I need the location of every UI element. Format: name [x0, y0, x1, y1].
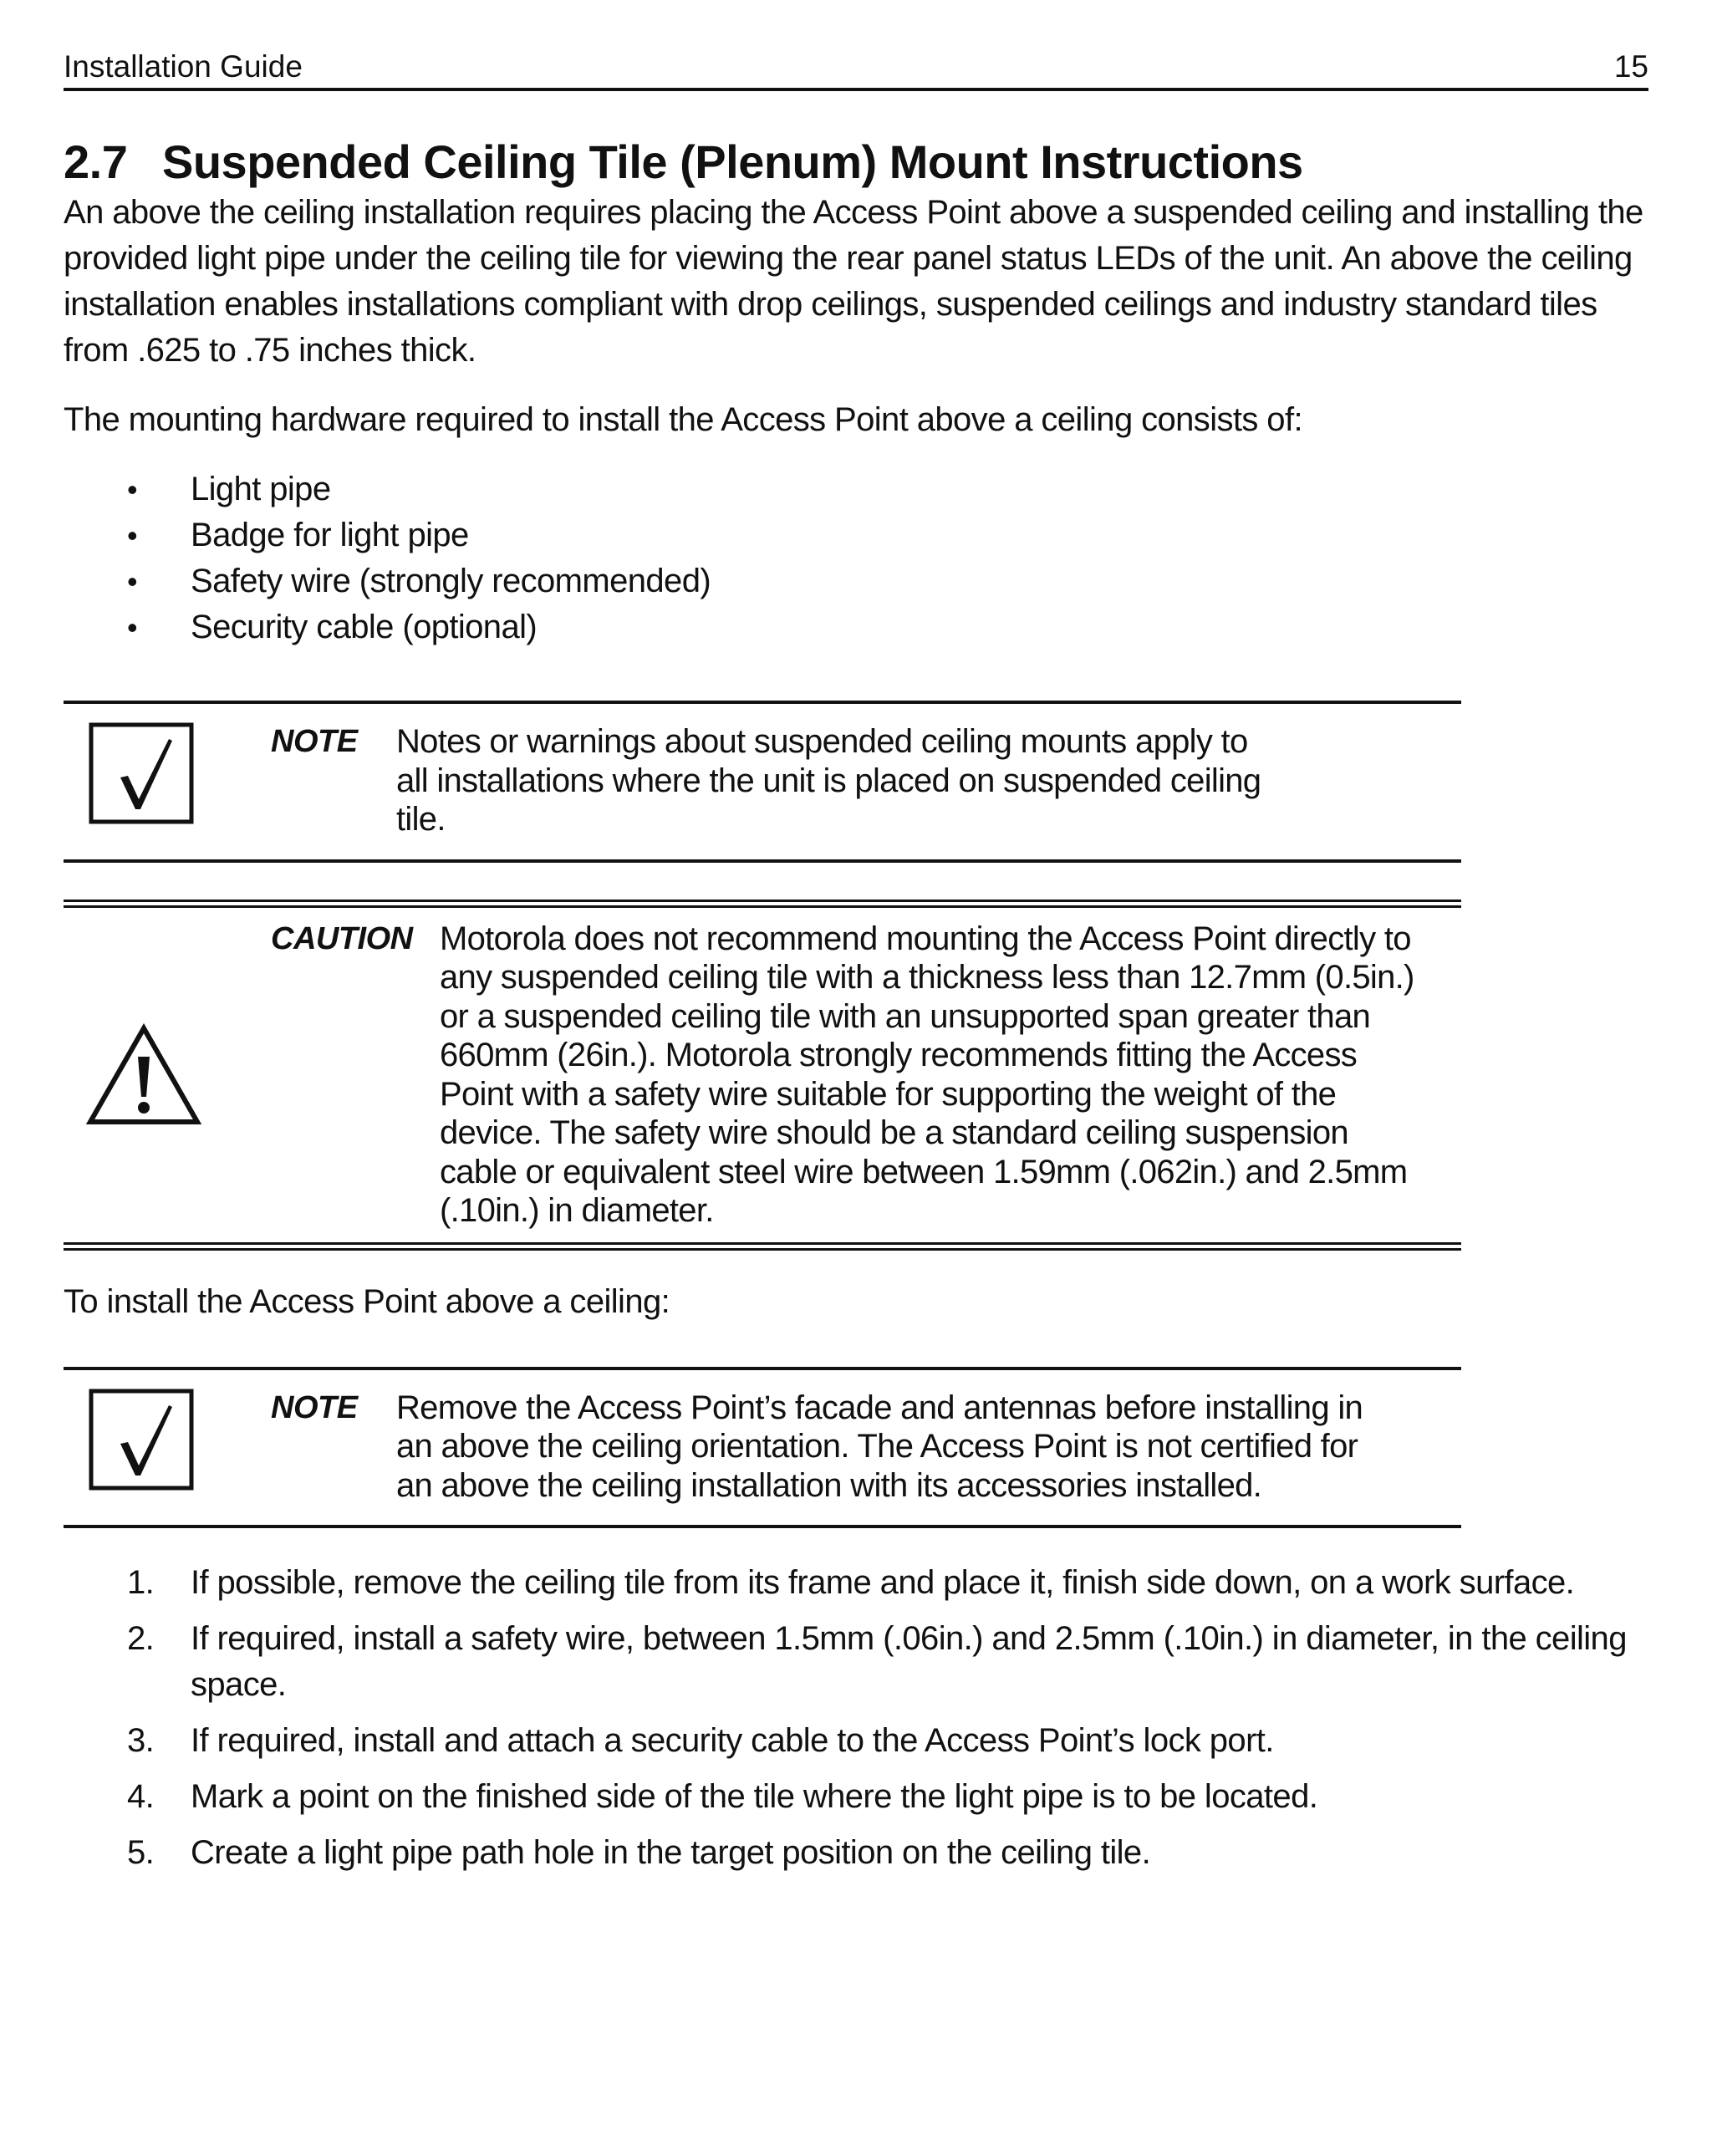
list-item-text: Light pipe: [191, 471, 331, 508]
list-item-text: Security cable (optional): [191, 609, 538, 646]
list-item: [64, 1616, 1648, 1708]
step-text: Create a light pipe path hole in the target position on the ceiling tile.: [191, 1834, 1151, 1872]
section-heading: [64, 135, 1648, 188]
step-number: 5.: [127, 1834, 155, 1872]
step-number: 3.: [127, 1722, 155, 1760]
step-number: 1.: [127, 1564, 155, 1602]
list-item: [64, 512, 1648, 558]
page-number: 15: [1613, 49, 1648, 84]
list-item: [64, 1774, 1648, 1820]
list-item: [64, 1830, 1648, 1876]
hardware-list: [64, 466, 1648, 650]
section-title: Suspended Ceiling Tile (Plenum) Mount Instructions: [162, 135, 1303, 188]
note-label: NOTE: [271, 724, 358, 760]
list-item: [64, 1718, 1648, 1764]
bullet-icon: •: [127, 564, 138, 599]
step-text: If required, install a safety wire, between 1.5mm (.06in.) and 2.5mm (.10in.) in diameter, in the ceiling space.: [191, 1620, 1627, 1704]
step-text: If possible, remove the ceiling tile from its frame and place it, finish side down, on a work surface.: [191, 1564, 1575, 1602]
step-number: 4.: [127, 1778, 155, 1816]
bullet-icon: •: [127, 472, 138, 507]
list-item: [64, 466, 1648, 512]
list-item: [64, 604, 1648, 650]
running-header: [64, 50, 1648, 91]
hardware-intro-paragraph: The mounting hardware required to install the Access Point above a ceiling consists of:: [64, 401, 1302, 439]
note-text: Remove the Access Point’s facade and antennas before installing in an above the ceiling orientation. The Access Point is not certified for an above the ceiling installation with its accessories installed.: [396, 1389, 1363, 1504]
note-box: [64, 1367, 1461, 1529]
intro-paragraph: An above the ceiling installation requires placing the Access Point above a suspended ceiling and installing the provided light pipe under the ceiling tile for viewing the rear panel status LEDs of the unit. An above the ceiling installation enables installations compliant with drop ceilings, suspended ceilings and industry standard tiles from .625 to .75 inches thick.: [64, 194, 1643, 370]
caution-bottom-rule: [64, 1242, 1461, 1251]
list-item-text: Badge for light pipe: [191, 517, 469, 554]
caution-text: Motorola does not recommend mounting the Access Point directly to any suspended ceiling tile with a thickness less than 12.7mm (0.5in.) or a suspended ceiling tile with an unsupported span greater than 660mm (26in.). Motorola strongly recommends fitting the Access Point with a safety wire suitable for supporting the weight of the device. The safety wire should be a standard ceiling suspension cable or equivalent steel wire between 1.59mm (.062in.) and 2.5mm (.10in.) in diameter.: [440, 920, 1414, 1230]
step-text: If required, install and attach a security cable to the Access Point’s lock port.: [191, 1722, 1274, 1760]
note-label: NOTE: [271, 1389, 358, 1425]
list-item-text: Safety wire (strongly recommended): [191, 563, 711, 600]
caution-label: CAUTION: [271, 920, 413, 956]
note-text: Notes or warnings about suspended ceiling mounts apply to all installations where the unit is placed on suspended ceiling tile.: [396, 723, 1261, 838]
caution-box: [64, 900, 1648, 1251]
step-text: Mark a point on the finished side of the tile where the light pipe is to be located.: [191, 1778, 1318, 1816]
list-item: [64, 1560, 1648, 1606]
warning-triangle-icon: [64, 1023, 271, 1127]
step-number: 2.: [127, 1620, 155, 1658]
bullet-icon: •: [127, 518, 138, 553]
caution-top-rule: [64, 900, 1461, 908]
install-intro-paragraph: To install the Access Point above a ceiling:: [64, 1282, 670, 1320]
install-steps-list: [64, 1560, 1648, 1876]
bullet-icon: •: [127, 610, 138, 645]
section-number: 2.7: [64, 135, 128, 188]
header-title: Installation Guide: [64, 49, 303, 84]
note-box: [64, 701, 1461, 863]
list-item: [64, 558, 1648, 604]
checkbox-check-icon: [64, 722, 271, 824]
document-page: [64, 50, 1648, 1886]
checkbox-check-icon: [64, 1389, 271, 1491]
